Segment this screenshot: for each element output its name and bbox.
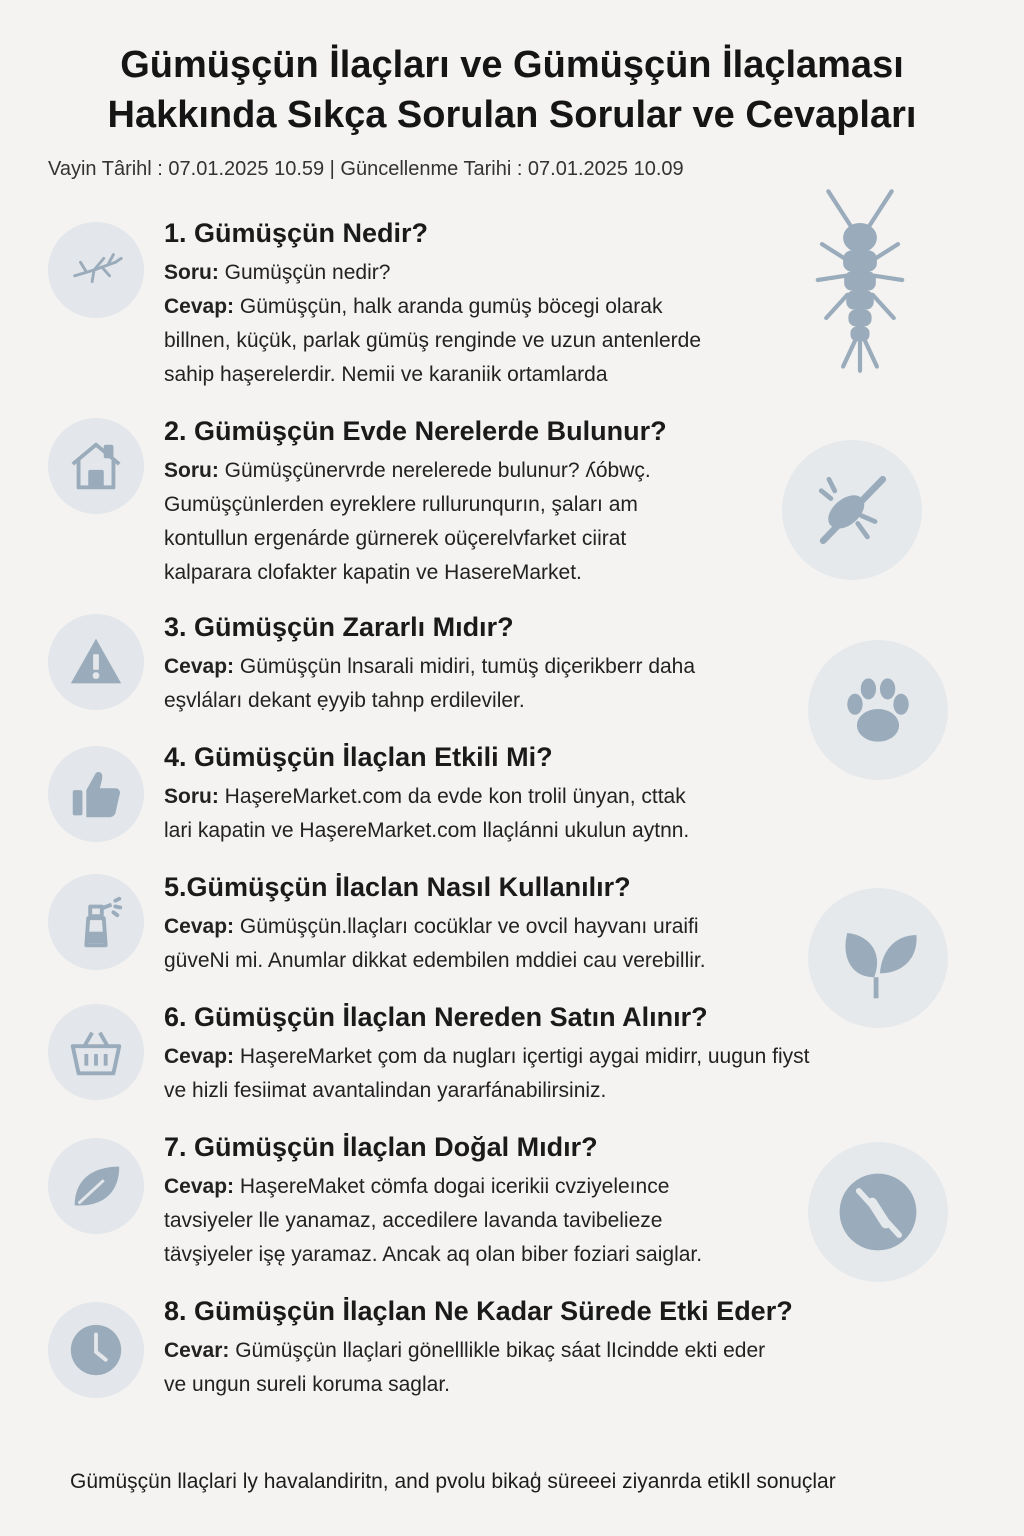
faq-section-4	[164, 738, 954, 848]
leaf-icon	[48, 1138, 144, 1234]
section-heading: 2. Gümüşçün Evde Nerelerde Bulunur?	[164, 416, 667, 446]
section-line: ve hizli fesiimat avantalindan yararfánabilirsiniz.	[164, 1079, 607, 1102]
faq-section-1	[164, 214, 954, 392]
faq-section-8	[164, 1292, 864, 1402]
section-heading: 8. Gümüşçün İlaçlan Ne Kadar Sürede Etki Eder?	[164, 1296, 793, 1326]
page-title	[30, 40, 994, 140]
section-line: lari kapatin ve HaşereMarket.com llaçlánni ukulun aytnn.	[164, 819, 690, 842]
section-line: güveNi mi. Anumlar dikkat edembilen mddiei cau verebillir.	[164, 949, 706, 972]
section-line: Cevar: Gümüşçün llaçlari gönelllikle bikaç sáat lIcindde ekti eder	[164, 1339, 766, 1362]
faq-section-2	[164, 412, 954, 590]
publish-meta: Vayin Târihl : 07.01.2025 10.59 | Güncellenme Tarihi : 07.01.2025 10.09	[48, 158, 684, 180]
faq-section-5	[164, 868, 954, 978]
section-line: Cevap: Gümüşçün, halk aranda gumüş böcegi olarak	[164, 295, 663, 318]
section-line: Soru: HaşereMarket.com da evde kon trolil ünyan, cttak	[164, 785, 686, 808]
section-line: Soru: Gumüşçün nedir?	[164, 261, 391, 284]
house-icon	[48, 418, 144, 514]
faq-section-3	[164, 608, 954, 718]
section-heading: 5.Gümüşçün İlaclan Nasıl Kullanılır?	[164, 872, 631, 902]
section-heading: 4. Gümüşçün İlaçlan Etkili Mi?	[164, 742, 553, 772]
section-line: kalparara clofakter kapatin ve HasereMarket.	[164, 561, 582, 584]
section-heading: 7. Gümüşçün İlaçlan Doğal Mıdır?	[164, 1132, 598, 1162]
section-line: Cevap: HaşereMarket çom da nugları içertigi aygai midirr, uugun fiyst	[164, 1045, 810, 1068]
section-line: tävşiyeler işę yaramaz. Ancak aq olan biber foziari saiglar.	[164, 1243, 703, 1266]
section-line: kontullun ergenárde gürnerek oüçerelvfarket ciirat	[164, 527, 627, 550]
section-line: billnen, küçük, parlak gümüş renginde ve uzun antenlerde	[164, 329, 702, 352]
section-line: ve ungun sureli koruma saglar.	[164, 1373, 450, 1396]
section-line: Cevap: Gümüşçün.llaçları cocüklar ve ovcil hayvanı uraifi	[164, 915, 699, 938]
silverfish-small-icon	[48, 222, 144, 318]
footer-note: Gümüşçün llaçlari ly havalandiritn, and pvolu bikaģ süreeei ziyanrda etikIl sonuçlar	[70, 1470, 836, 1493]
title-line-2: Hakkında Sıkça Sorulan Sorular ve Cevapları	[107, 94, 917, 136]
section-line: eşvláları dekant ẹyyib tahnp erdileviler.	[164, 689, 525, 712]
faq-section-7	[164, 1128, 954, 1272]
faq-section-6	[164, 998, 954, 1108]
section-line: Gumüşçünlerden eyreklere rullurunqurın, şaları am	[164, 493, 638, 516]
warning-icon	[48, 614, 144, 710]
shopping-basket-icon	[48, 1004, 144, 1100]
title-line-1: Gümüşçün İlaçları ve Gümüşçün İlaçlaması	[120, 44, 904, 86]
section-line: Cevap: Gümüşçün lnsarali midiri, tumüş diçerikberr daha	[164, 655, 696, 678]
section-heading: 6. Gümüşçün İlaçlan Nereden Satın Alınır?	[164, 1002, 708, 1032]
section-line: tavsiyeler lle yanamaz, accedilere lavanda tavibelieze	[164, 1209, 663, 1232]
section-line: Cevap: HaşereMaket cömfa dogai icerikii cvziyeleınce	[164, 1175, 670, 1198]
section-heading: 3. Gümüşçün Zararlı Mıdır?	[164, 612, 514, 642]
clock-icon	[48, 1302, 144, 1398]
section-line: sahip haşerelerdir. Nemii ve karaniik ortamlarda	[164, 363, 608, 386]
spray-bottle-icon	[48, 874, 144, 970]
section-line: Soru: Gümüşçünervrde nerelerede bulunur? ʎóbwç.	[164, 459, 651, 482]
thumbs-up-icon	[48, 746, 144, 842]
section-heading: 1. Gümüşçün Nedir?	[164, 218, 429, 248]
